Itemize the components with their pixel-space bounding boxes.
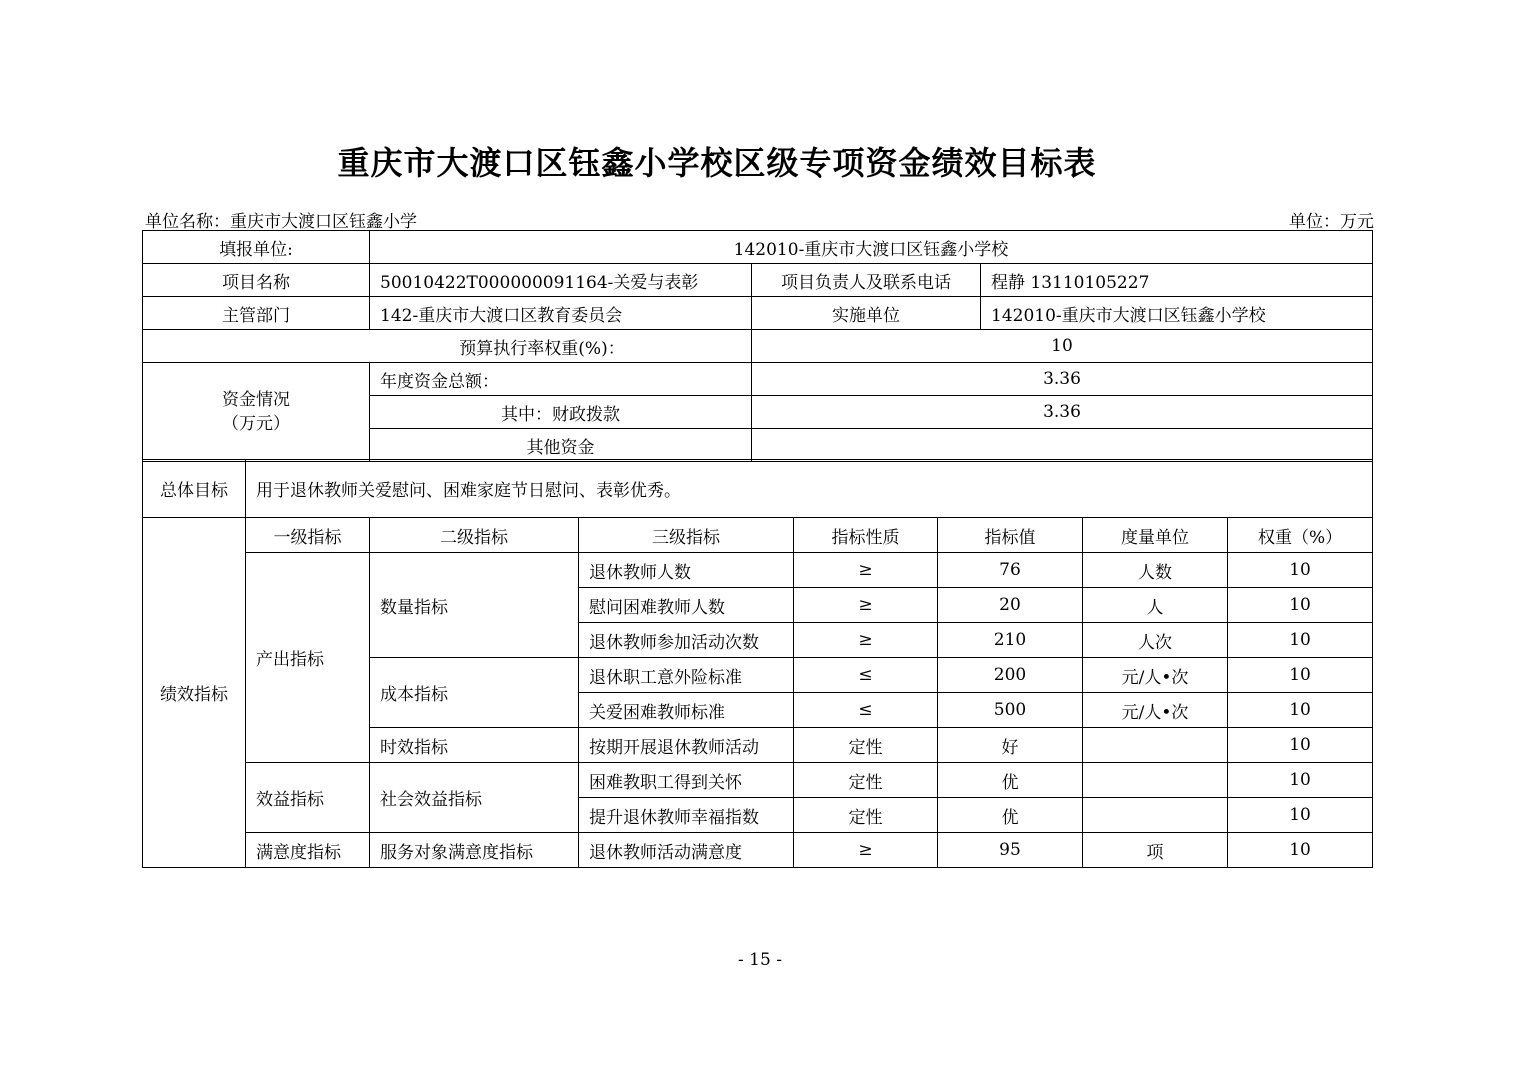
row-name: 慰问困难教师人数 <box>579 588 794 623</box>
row-value: 200 <box>938 658 1083 693</box>
impl-value: 142010-重庆市大渡口区钰鑫小学校 <box>981 297 1373 330</box>
row-weight: 10 <box>1228 763 1373 798</box>
dept-value: 142-重庆市大渡口区教育委员会 <box>370 297 752 330</box>
level1-benefit: 效益指标 <box>246 763 370 833</box>
row-unit: 元/人•次 <box>1083 658 1228 693</box>
funds-label-cell <box>143 363 370 462</box>
header-nature: 指标性质 <box>794 518 938 553</box>
project-name-value: 50010422T000000091164-关爱与表彰 <box>370 264 752 297</box>
other-value <box>752 429 1373 462</box>
header-weight: 权重（%） <box>1228 518 1373 553</box>
row-value: 500 <box>938 693 1083 728</box>
table-row <box>143 763 1373 798</box>
row-name: 按期开展退休教师活动 <box>579 728 794 763</box>
row-weight: 10 <box>1228 553 1373 588</box>
row-name: 退休教师活动满意度 <box>579 833 794 868</box>
goal-value: 用于退休教师关爱慰问、困难家庭节日慰问、表彰优秀。 <box>246 460 1373 518</box>
header-level2: 二级指标 <box>370 518 579 553</box>
perf-label: 绩效指标 <box>143 518 246 868</box>
level1-satisfaction: 满意度指标 <box>246 833 370 868</box>
row-unit: 人 <box>1083 588 1228 623</box>
level2-quantity: 数量指标 <box>370 553 579 658</box>
level2-service: 服务对象满意度指标 <box>370 833 579 868</box>
owner-value: 程静 13110105227 <box>981 264 1373 297</box>
row-nature: ≥ <box>794 623 938 658</box>
row-nature: ≥ <box>794 833 938 868</box>
row-value: 76 <box>938 553 1083 588</box>
project-name-label: 项目名称 <box>143 264 370 297</box>
row-nature: 定性 <box>794 728 938 763</box>
info-table <box>142 230 1373 462</box>
row-name: 困难教职工得到关怀 <box>579 763 794 798</box>
row-weight: 10 <box>1228 623 1373 658</box>
fill-unit-value: 142010-重庆市大渡口区钰鑫小学校 <box>370 231 1373 264</box>
unit-name: 单位名称：重庆市大渡口区钰鑫小学 <box>145 212 417 232</box>
row-value: 20 <box>938 588 1083 623</box>
row-unit <box>1083 798 1228 833</box>
goal-label: 总体目标 <box>143 460 246 518</box>
impl-label: 实施单位 <box>752 297 981 330</box>
level2-cost: 成本指标 <box>370 658 579 728</box>
budget-rate-value: 10 <box>752 330 1373 363</box>
row-weight: 10 <box>1228 833 1373 868</box>
header-level1: 一级指标 <box>246 518 370 553</box>
row-nature: ≤ <box>794 658 938 693</box>
row-unit: 人数 <box>1083 553 1228 588</box>
header-level3: 三级指标 <box>579 518 794 553</box>
row-weight: 10 <box>1228 728 1373 763</box>
annual-total-value: 3.36 <box>752 363 1373 396</box>
row-value: 210 <box>938 623 1083 658</box>
page-number: - 15 - <box>738 950 782 970</box>
fill-unit-label: 填报单位: <box>143 231 370 264</box>
table-row <box>143 833 1373 868</box>
level2-timeliness: 时效指标 <box>370 728 579 763</box>
row-weight: 10 <box>1228 693 1373 728</box>
unit-currency: 单位：万元 <box>1289 212 1374 232</box>
level2-social: 社会效益指标 <box>370 763 579 833</box>
row-name: 提升退休教师幸福指数 <box>579 798 794 833</box>
owner-label: 项目负责人及联系电话 <box>752 264 981 297</box>
row-value: 95 <box>938 833 1083 868</box>
row-unit: 项 <box>1083 833 1228 868</box>
fiscal-label: 其中：财政拨款 <box>370 396 752 429</box>
row-value: 好 <box>938 728 1083 763</box>
row-name: 退休职工意外险标准 <box>579 658 794 693</box>
other-label: 其他资金 <box>370 429 752 462</box>
header-value: 指标值 <box>938 518 1083 553</box>
fiscal-value: 3.36 <box>752 396 1373 429</box>
row-nature: 定性 <box>794 798 938 833</box>
row-unit: 人次 <box>1083 623 1228 658</box>
funds-label: 资金情况 <box>222 390 290 410</box>
row-unit <box>1083 728 1228 763</box>
dept-label: 主管部门 <box>143 297 370 330</box>
row-weight: 10 <box>1228 588 1373 623</box>
row-weight: 10 <box>1228 658 1373 693</box>
row-unit: 元/人•次 <box>1083 693 1228 728</box>
header-unit: 度量单位 <box>1083 518 1228 553</box>
row-nature: 定性 <box>794 763 938 798</box>
row-nature: ≥ <box>794 588 938 623</box>
page-title: 重庆市大渡口区钰鑫小学校区级专项资金绩效目标表 <box>337 144 1097 182</box>
row-name: 退休教师参加活动次数 <box>579 623 794 658</box>
perf-table <box>142 459 1373 868</box>
funds-unit: （万元） <box>222 414 290 434</box>
row-value: 优 <box>938 798 1083 833</box>
row-unit <box>1083 763 1228 798</box>
row-weight: 10 <box>1228 798 1373 833</box>
row-value: 优 <box>938 763 1083 798</box>
budget-rate-label: 预算执行率权重(%)： <box>143 330 752 363</box>
level1-output: 产出指标 <box>246 553 370 763</box>
row-name: 关爱困难教师标准 <box>579 693 794 728</box>
row-name: 退休教师人数 <box>579 553 794 588</box>
table-row <box>143 553 1373 588</box>
row-nature: ≥ <box>794 553 938 588</box>
row-nature: ≤ <box>794 693 938 728</box>
annual-total-label: 年度资金总额： <box>370 363 752 396</box>
